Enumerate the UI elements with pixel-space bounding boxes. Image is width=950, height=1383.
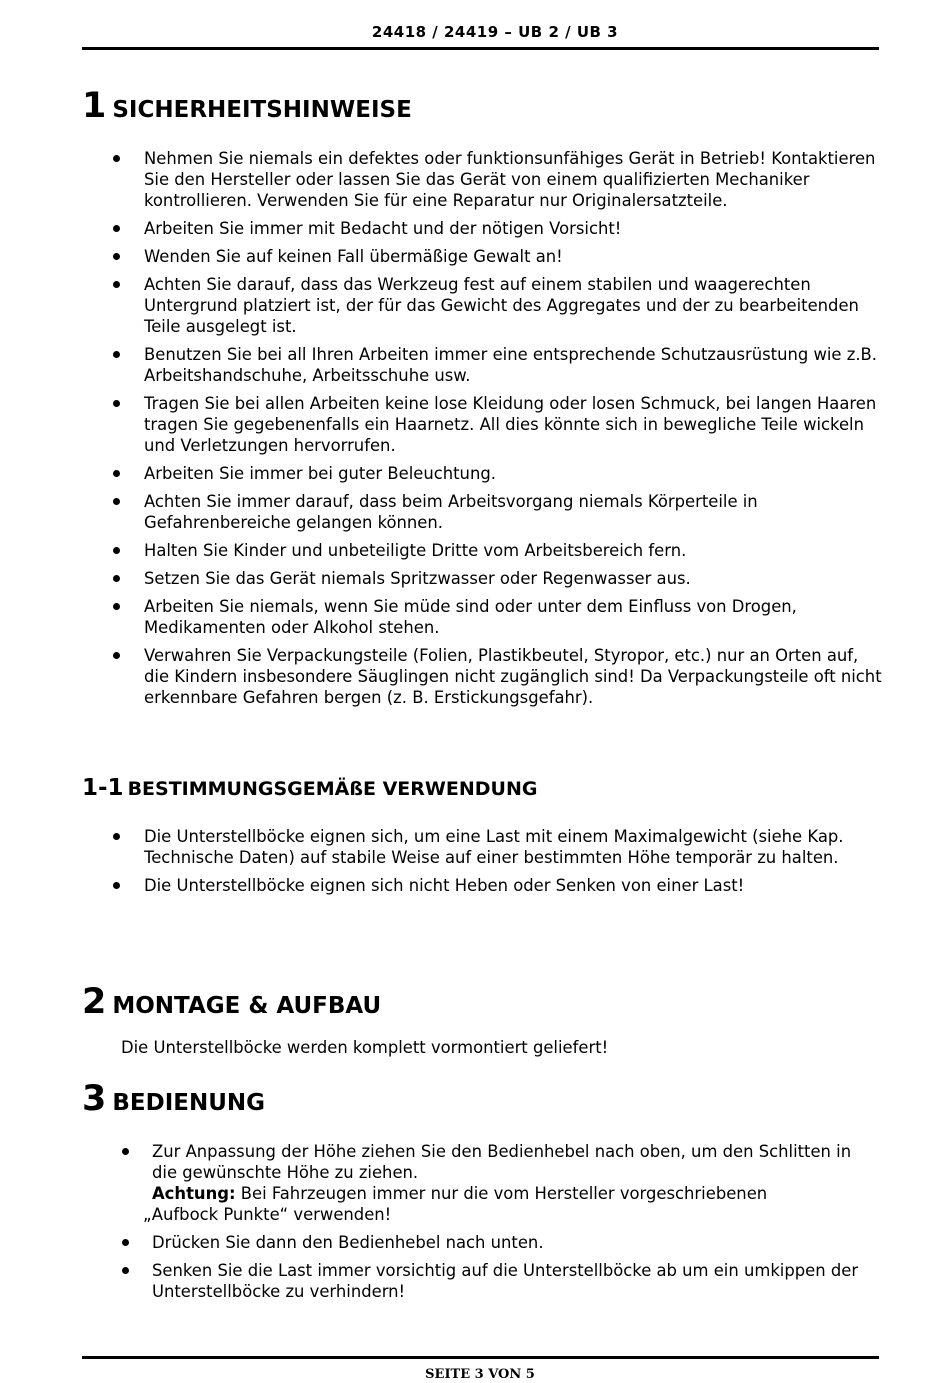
list-item: Wenden Sie auf keinen Fall übermäßige Gewalt an! [144,246,884,267]
section-3-heading [82,1079,265,1119]
bullet-icon [113,833,120,840]
list-item: Tragen Sie bei allen Arbeiten keine lose Kleidung oder losen Schmuck, bei langen Haaren tragen Sie gegebenenfalls ein Haarnetz. All dies könnte sich in bewegliche Teile wickeln und Verletzungen hervorrufen. [144,393,884,456]
list-item: Die Unterstellböcke eignen sich nicht Heben oder Senken von einer Last! [144,875,884,896]
section-1-1-heading [82,775,537,801]
section-3-title: BEDIENUNG [112,1090,266,1116]
page-header-title: 24418 / 24419 – UB 2 / UB 3 [371,23,619,41]
assembly-text: Die Unterstellböcke werden komplett vormontiert geliefert! [121,1038,609,1057]
section-1-heading [82,86,412,126]
bullet-icon [122,1267,129,1274]
bullet-icon [122,1148,129,1155]
footer-rule [82,1356,879,1359]
list-item: Verwahren Sie Verpackungsteile (Folien, Plastikbeutel, Styropor, etc.) nur an Orten auf, die Kindern insbesondere Säuglingen nicht zugänglich sind! Da Verpackungsteile oft nicht erkennbare Gefahren bergen (z. B. Erstickungsgefahr). [144,645,884,708]
bullet-icon [113,882,120,889]
warning-label: Achtung: [152,1184,236,1203]
page-number: SEITE 3 VON 5 [425,1367,535,1382]
header-rule [82,47,879,50]
bullet-icon [113,225,120,232]
safety-instructions-list [144,148,884,715]
section-2-title: MONTAGE & AUFBAU [112,993,382,1019]
section-1-1-number: 1-1 [82,775,124,801]
list-item: Benutzen Sie bei all Ihren Arbeiten immer eine entsprechende Schutzausrüstung wie z.B. Arbeitshandschuhe, Arbeitsschuhe usw. [144,344,884,386]
bullet-icon [113,603,120,610]
bullet-icon [113,400,120,407]
intended-use-list [144,826,884,903]
section-1-1-title: BESTIMMUNGSGEMÄßE VERWENDUNG [127,778,538,800]
bullet-icon [113,351,120,358]
list-item: Setzen Sie das Gerät niemals Spritzwasser oder Regenwasser aus. [144,568,884,589]
list-item: Drücken Sie dann den Bedienhebel nach unten. [152,1232,872,1253]
bullet-icon [113,470,120,477]
bullet-icon [113,155,120,162]
list-item: Arbeiten Sie niemals, wenn Sie müde sind oder unter dem Einfluss von Drogen, Medikamenten oder Alkohol stehen. [144,596,884,638]
list-item: Arbeiten Sie immer mit Bedacht und der nötigen Vorsicht! [144,218,884,239]
bullet-icon [113,498,120,505]
list-item: Arbeiten Sie immer bei guter Beleuchtung. [144,463,884,484]
list-item: Halten Sie Kinder und unbeteiligte Dritte vom Arbeitsbereich fern. [144,540,884,561]
section-3-number: 3 [82,1079,107,1119]
list-item: Zur Anpassung der Höhe ziehen Sie den Bedienhebel nach oben, um den Schlitten in die gewünschte Höhe zu ziehen. Achtung: Bei Fahrzeugen immer nur die vom Hersteller vorgeschriebenen „Aufbock Punkte“ verwenden! [152,1141,872,1225]
bullet-icon [113,281,120,288]
bullet-icon [113,253,120,260]
operation-list [143,1141,872,1309]
warning-text-continued: „Aufbock Punkte“ verwenden! [143,1205,392,1224]
bullet-icon [113,547,120,554]
warning-text: Bei Fahrzeugen immer nur die vom Hersteller vorgeschriebenen [235,1184,768,1203]
list-item: Achten Sie darauf, dass das Werkzeug fest auf einem stabilen und waagerechten Untergrund platziert ist, der für das Gewicht des Aggregates und der zu bearbeitenden Teile ausgelegt ist. [144,274,884,337]
bullet-icon [113,652,120,659]
section-2-number: 2 [82,982,107,1022]
section-2-heading [82,982,381,1022]
list-item: Die Unterstellböcke eignen sich, um eine Last mit einem Maximalgewicht (siehe Kap. Technische Daten) auf stabile Weise auf einer bestimmten Höhe temporär zu halten. [144,826,884,868]
section-1-number: 1 [82,86,107,126]
list-item: Achten Sie immer darauf, dass beim Arbeitsvorgang niemals Körperteile in Gefahrenbereiche gelangen können. [144,491,884,533]
section-1-title: SICHERHEITSHINWEISE [112,97,412,123]
bullet-icon [122,1239,129,1246]
bullet-icon [113,575,120,582]
list-item: Nehmen Sie niemals ein defektes oder funktionsunfähiges Gerät in Betrieb! Kontaktieren Sie den Hersteller oder lassen Sie das Gerät von einem qualifizierten Mechaniker kontrollieren. Verwenden Sie für eine Reparatur nur Originalersatzteile. [144,148,884,211]
list-item: Senken Sie die Last immer vorsichtig auf die Unterstellböcke ab um ein umkippen der Unterstellböcke zu verhindern! [152,1260,872,1302]
